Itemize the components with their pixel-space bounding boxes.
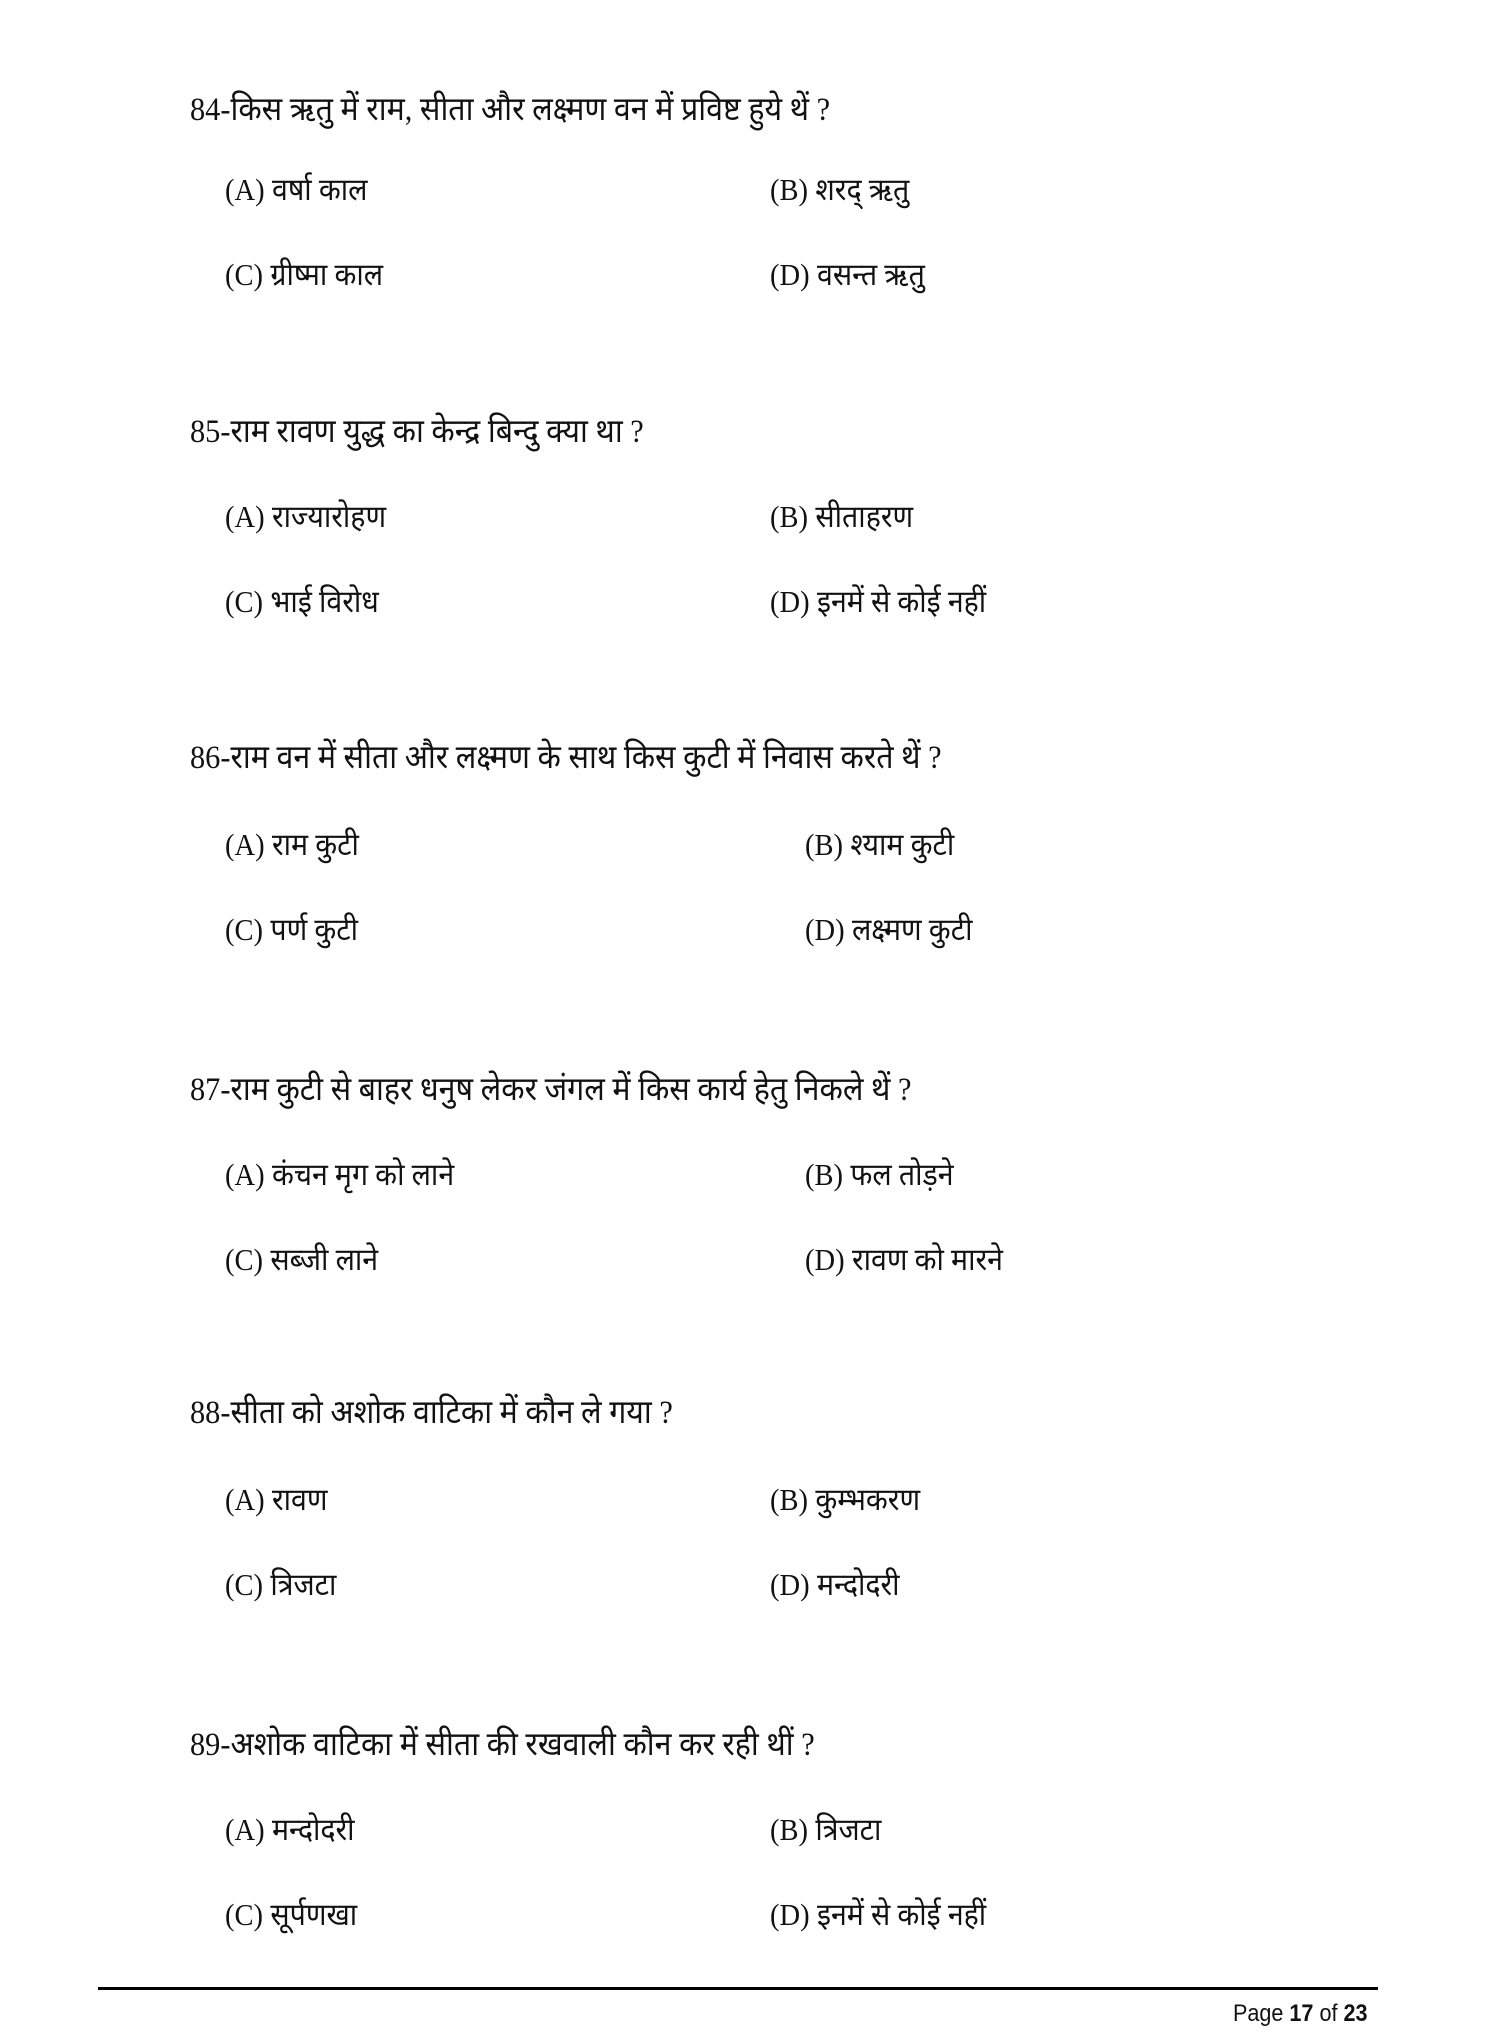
question-87-option-b — [805, 1155, 954, 1195]
question-88-option-d — [770, 1565, 900, 1605]
of-word: of — [1318, 2000, 1337, 2027]
question-84-option-b — [770, 170, 909, 210]
option-text: सूर्पणखा — [270, 1897, 358, 1932]
page-word: Page — [1232, 2000, 1283, 2027]
option-text: वसन्त ऋतु — [816, 257, 925, 292]
option-label: (A) — [225, 1812, 265, 1847]
question-88-option-a — [225, 1480, 327, 1520]
option-text: फल तोड़ने — [850, 1157, 954, 1192]
option-label: (D) — [770, 1567, 810, 1602]
option-text: रावण को मारने — [851, 1242, 1003, 1277]
question-87-option-c — [225, 1240, 378, 1280]
question-84-option-d — [770, 255, 925, 295]
option-label: (D) — [770, 584, 810, 619]
option-text: भाई विरोध — [270, 584, 379, 619]
option-label: (C) — [225, 584, 264, 619]
option-text: श्याम कुटी — [850, 827, 955, 862]
question-87-option-d — [805, 1240, 1003, 1280]
option-text: त्रिजटा — [270, 1567, 337, 1602]
option-label: (B) — [770, 499, 809, 534]
option-label: (C) — [225, 257, 264, 292]
option-text: मन्दोदरी — [271, 1812, 355, 1847]
question-88-option-b — [770, 1480, 920, 1520]
option-label: (D) — [770, 257, 810, 292]
option-label: (C) — [225, 1242, 264, 1277]
option-text: लक्ष्मण कुटी — [851, 912, 973, 947]
option-label: (A) — [225, 1482, 265, 1517]
option-text: सीताहरण — [815, 499, 914, 534]
question-85-option-d — [770, 582, 986, 622]
question-89-option-c — [225, 1895, 357, 1935]
option-text: इनमें से कोई नहीं — [816, 1897, 987, 1932]
option-text: सब्जी लाने — [270, 1242, 379, 1277]
option-text: कुम्भकरण — [815, 1482, 921, 1517]
option-text: कंचन मृग को लाने — [271, 1157, 455, 1192]
option-text: त्रिजटा — [815, 1812, 882, 1847]
question-84: 84-किस ऋतु में राम, सीता और लक्ष्मण वन में प्रविष्ट हुये थें ? — [190, 92, 831, 128]
option-label: (B) — [770, 1812, 809, 1847]
option-label: (D) — [805, 912, 845, 947]
page-number — [1232, 2000, 1367, 2028]
footer-divider — [98, 1987, 1378, 1990]
question-85-option-a — [225, 497, 386, 537]
question-88-option-c — [225, 1565, 336, 1605]
option-label: (B) — [770, 1482, 809, 1517]
total-pages: 23 — [1342, 2000, 1367, 2027]
option-label: (D) — [770, 1897, 810, 1932]
option-text: पर्ण कुटी — [270, 912, 358, 947]
option-text: रावण — [271, 1482, 328, 1517]
option-label: (D) — [805, 1242, 845, 1277]
option-label: (B) — [805, 1157, 844, 1192]
question-84-option-c — [225, 255, 383, 295]
option-text: ग्रीष्मा काल — [270, 257, 384, 292]
question-86-option-b — [805, 825, 954, 865]
option-text: राज्यारोहण — [271, 499, 387, 534]
question-86-option-a — [225, 825, 359, 865]
question-89-option-d — [770, 1895, 986, 1935]
question-89-option-b — [770, 1810, 881, 1850]
option-label: (A) — [225, 1157, 265, 1192]
question-86-option-d — [805, 910, 972, 950]
option-label: (A) — [225, 827, 265, 862]
question-87-option-a — [225, 1155, 454, 1195]
question-89: 89-अशोक वाटिका में सीता की रखवाली कौन कर रही थीं ? — [190, 1727, 815, 1763]
question-89-option-a — [225, 1810, 355, 1850]
question-86: 86-राम वन में सीता और लक्ष्मण के साथ किस कुटी में निवास करते थें ? — [190, 740, 942, 776]
option-text: इनमें से कोई नहीं — [816, 584, 987, 619]
option-label: (A) — [225, 499, 265, 534]
option-label: (B) — [770, 172, 809, 207]
option-text: मन्दोदरी — [816, 1567, 900, 1602]
question-86-option-c — [225, 910, 358, 950]
option-text: शरद् ऋतु — [815, 172, 910, 207]
question-85-option-c — [225, 582, 379, 622]
option-text: वर्षा काल — [271, 172, 368, 207]
option-label: (C) — [225, 912, 264, 947]
option-label: (A) — [225, 172, 265, 207]
question-85-option-b — [770, 497, 913, 537]
option-label: (C) — [225, 1897, 264, 1932]
option-label: (B) — [805, 827, 844, 862]
question-87: 87-राम कुटी से बाहर धनुष लेकर जंगल में किस कार्य हेतु निकले थें ? — [190, 1072, 912, 1108]
option-label: (C) — [225, 1567, 264, 1602]
question-88: 88-सीता को अशोक वाटिका में कौन ले गया ? — [190, 1395, 673, 1431]
question-84-option-a — [225, 170, 367, 210]
option-text: राम कुटी — [271, 827, 359, 862]
current-page: 17 — [1288, 2000, 1313, 2027]
question-85: 85-राम रावण युद्ध का केन्द्र बिन्दु क्या था ? — [190, 414, 644, 450]
